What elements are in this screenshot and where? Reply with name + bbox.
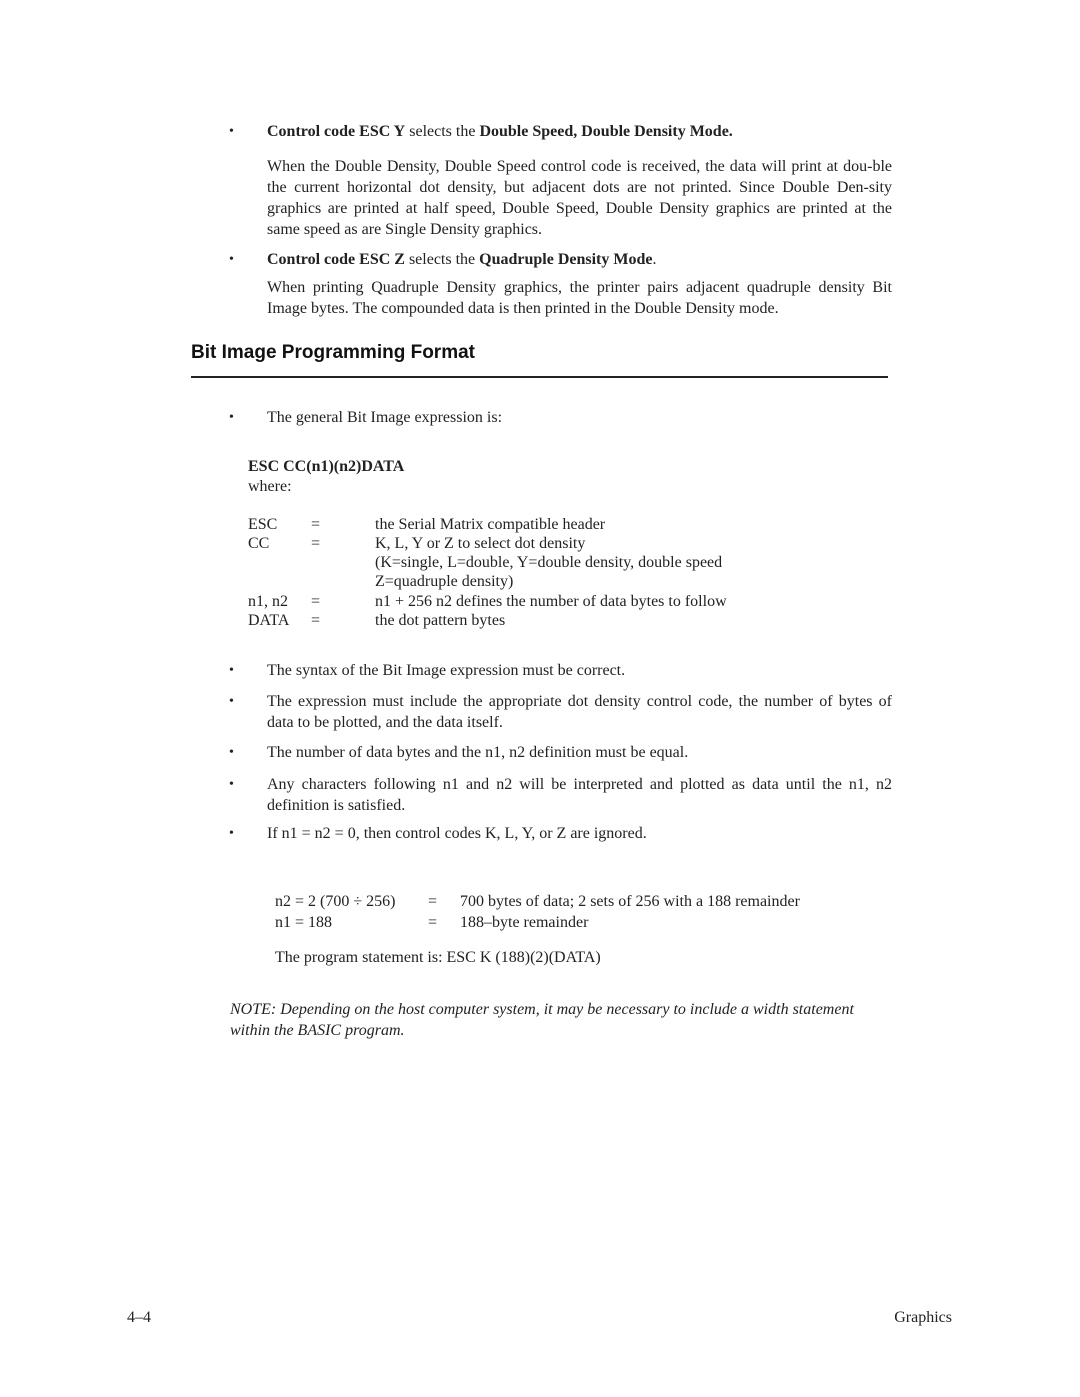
section-title: Bit Image Programming Format — [191, 342, 475, 363]
mode-description-esc-z: When printing Quadruple Density graphics, the printer pairs adjacent quadruple density Bit Image bytes. The compounded data is then printed in the Double Density mode. — [267, 279, 892, 317]
expression: ESC CC(n1)(n2)DATA — [248, 458, 405, 475]
example-equals: = — [428, 893, 438, 910]
rule-item: If n1 = n2 = 0, then control codes K, L, Y, or Z are ignored. — [267, 825, 647, 842]
def-text: (K=single, L=double, Y=double density, double speed — [375, 554, 723, 571]
def-term: DATA — [248, 612, 290, 629]
bullet-icon: • — [229, 252, 234, 267]
bullet-icon: • — [229, 124, 234, 139]
def-equals: = — [311, 516, 321, 533]
bullet-icon: • — [229, 826, 234, 841]
example-left: n1 = 188 — [275, 914, 333, 931]
bullet-icon: • — [229, 663, 234, 678]
mode-description-esc-y: When the Double Density, Double Speed control code is received, the data will print at dou-ble the current horizontal dot density, but adjacent dots are not printed. Since Double Den-sity graphics are printed at half speed, Double Speed, Double Density graphics are printed at the same speed as are Single Density graphics. — [267, 158, 892, 238]
rule-item: The number of data bytes and the n1, n2 definition must be equal. — [267, 744, 689, 761]
def-text: the Serial Matrix compatible header — [375, 516, 606, 533]
bullet-icon: • — [229, 694, 234, 709]
bullet-icon: • — [229, 777, 234, 792]
example-left: n2 = 2 (700 ÷ 256) — [275, 893, 396, 910]
bullet-icon: • — [229, 745, 234, 760]
def-term: n1, n2 — [248, 593, 288, 610]
def-equals: = — [311, 593, 321, 610]
example-right: 188–byte remainder — [460, 914, 589, 931]
def-text: n1 + 256 n2 defines the number of data bytes to follow — [375, 593, 727, 610]
where-label: where: — [248, 478, 292, 495]
mode-heading-esc-y: Control code ESC Y selects the Double Speed, Double Density Mode. — [267, 123, 733, 140]
def-term: CC — [248, 535, 270, 552]
chapter-name: Graphics — [894, 1309, 952, 1326]
rule-item: Any characters following n1 and n2 will be interpreted and plotted as data until the n1, n2 definition is satisfied. — [267, 776, 892, 814]
def-text: the dot pattern bytes — [375, 612, 506, 629]
def-equals: = — [311, 535, 321, 552]
intro-text: The general Bit Image expression is: — [267, 409, 503, 426]
section-divider — [191, 376, 888, 378]
rule-item: The expression must include the appropriate dot density control code, the number of bytes of data to be plotted, and the data itself. — [267, 693, 892, 731]
example-right: 700 bytes of data; 2 sets of 256 with a 188 remainder — [460, 893, 800, 910]
def-text: Z=quadruple density) — [375, 573, 514, 590]
def-term: ESC — [248, 516, 278, 533]
note: NOTE: Depending on the host computer system, it may be necessary to include a width statement within the BASIC program. — [230, 1001, 854, 1039]
program-statement: The program statement is: ESC K (188)(2)(DATA) — [275, 949, 601, 966]
rule-item: The syntax of the Bit Image expression must be correct. — [267, 662, 626, 679]
example-equals: = — [428, 914, 438, 931]
mode-heading-esc-z: Control code ESC Z selects the Quadruple Density Mode. — [267, 251, 657, 268]
page-number: 4–4 — [127, 1309, 151, 1326]
def-equals: = — [311, 612, 321, 629]
bullet-icon: • — [229, 410, 234, 425]
def-text: K, L, Y or Z to select dot density — [375, 535, 586, 552]
